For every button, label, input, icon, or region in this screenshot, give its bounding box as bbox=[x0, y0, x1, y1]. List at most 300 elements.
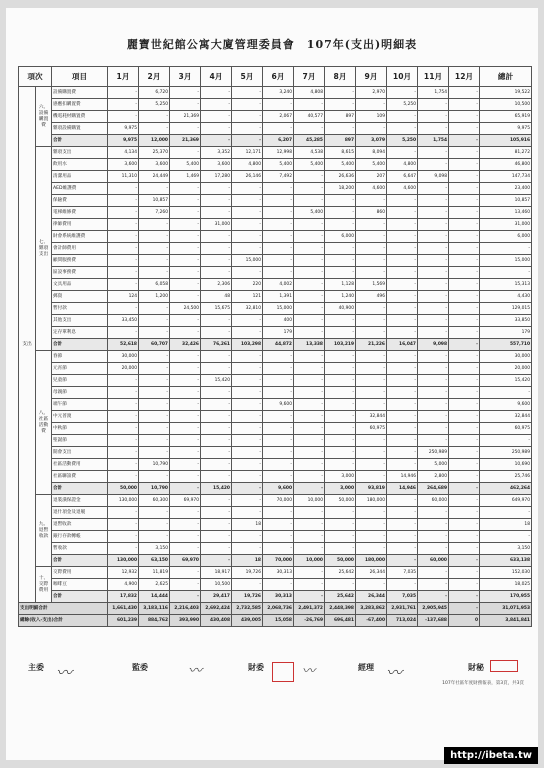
amount-cell: - bbox=[108, 423, 139, 435]
amount-cell: - bbox=[232, 363, 263, 375]
amount-cell: - bbox=[139, 387, 170, 399]
amount-cell: - bbox=[449, 231, 480, 243]
amount-cell: - bbox=[232, 543, 263, 555]
amount-cell: - bbox=[170, 399, 201, 411]
subtotal-cell: 60,707 bbox=[139, 339, 170, 351]
subtotal-cell: 13,338 bbox=[294, 339, 325, 351]
amount-cell: 19,522 bbox=[480, 87, 532, 99]
amount-cell: 7,492 bbox=[263, 171, 294, 183]
amount-cell: - bbox=[201, 267, 232, 279]
table-row bbox=[19, 447, 532, 459]
amount-cell: - bbox=[325, 219, 356, 231]
amount-cell: 147,734 bbox=[480, 171, 532, 183]
subtotal-cell: 557,710 bbox=[480, 339, 532, 351]
grand-total-cell: 2,732,585 bbox=[232, 603, 263, 615]
amount-cell: - bbox=[294, 363, 325, 375]
amount-cell: - bbox=[294, 327, 325, 339]
amount-cell: - bbox=[480, 387, 532, 399]
amount-cell: - bbox=[325, 423, 356, 435]
amount-cell: - bbox=[449, 399, 480, 411]
table-row bbox=[19, 579, 532, 591]
amount-cell: - bbox=[170, 327, 201, 339]
balance-cell: 696,481 bbox=[325, 615, 356, 627]
signature-footer bbox=[20, 662, 530, 712]
amount-cell: 9,098 bbox=[418, 171, 449, 183]
amount-cell: - bbox=[170, 147, 201, 159]
amount-cell: - bbox=[139, 351, 170, 363]
amount-cell: - bbox=[356, 231, 387, 243]
amount-cell: 6,720 bbox=[139, 87, 170, 99]
amount-cell: - bbox=[201, 531, 232, 543]
amount-cell: - bbox=[387, 111, 418, 123]
row-name: 暫收款 bbox=[52, 543, 108, 555]
amount-cell: - bbox=[294, 291, 325, 303]
row-name: 聖誕節 bbox=[52, 435, 108, 447]
row-name: 其他支出 bbox=[52, 315, 108, 327]
amount-cell: - bbox=[201, 423, 232, 435]
amount-cell: - bbox=[232, 327, 263, 339]
amount-cell: 8,615 bbox=[325, 147, 356, 159]
amount-cell: - bbox=[294, 567, 325, 579]
amount-cell: - bbox=[139, 435, 170, 447]
table-row bbox=[19, 411, 532, 423]
row-name: 顧問服務費 bbox=[52, 255, 108, 267]
subtotal-cell: - bbox=[232, 483, 263, 495]
amount-cell: 25,746 bbox=[480, 471, 532, 483]
amount-cell: - bbox=[263, 195, 294, 207]
amount-cell: - bbox=[170, 123, 201, 135]
row-name: 雜項設備購置 bbox=[52, 123, 108, 135]
amount-cell: 1,391 bbox=[263, 291, 294, 303]
amount-cell: - bbox=[139, 267, 170, 279]
expense-table bbox=[18, 66, 532, 627]
amount-cell: 5,000 bbox=[418, 459, 449, 471]
amount-cell: - bbox=[449, 255, 480, 267]
header-month: 4月 bbox=[201, 67, 232, 87]
amount-cell: - bbox=[232, 231, 263, 243]
amount-cell: - bbox=[263, 375, 294, 387]
amount-cell: 50,000 bbox=[325, 495, 356, 507]
table-row bbox=[19, 531, 532, 543]
amount-cell: - bbox=[170, 543, 201, 555]
header-total: 總計 bbox=[480, 67, 532, 87]
amount-cell: - bbox=[201, 207, 232, 219]
amount-cell: - bbox=[170, 567, 201, 579]
amount-cell: - bbox=[108, 435, 139, 447]
amount-cell: - bbox=[263, 123, 294, 135]
amount-cell: - bbox=[108, 279, 139, 291]
subtotal-row bbox=[19, 555, 532, 567]
header-month: 8月 bbox=[325, 67, 356, 87]
amount-cell: 649,970 bbox=[480, 495, 532, 507]
amount-cell: - bbox=[139, 471, 170, 483]
section-label: 支出 bbox=[19, 87, 36, 603]
amount-cell: 9,975 bbox=[108, 123, 139, 135]
amount-cell: 2,625 bbox=[139, 579, 170, 591]
amount-cell: - bbox=[325, 531, 356, 543]
grand-total-cell: 2,905,945 bbox=[418, 603, 449, 615]
amount-cell: - bbox=[356, 195, 387, 207]
amount-cell: 40,900 bbox=[325, 303, 356, 315]
subtotal-label: 合計 bbox=[52, 135, 108, 147]
amount-cell: - bbox=[108, 519, 139, 531]
subtotal-cell: 3,079 bbox=[356, 135, 387, 147]
amount-cell: 10,500 bbox=[201, 579, 232, 591]
subtotal-cell: 50,000 bbox=[108, 483, 139, 495]
subtotal-cell: 21,369 bbox=[170, 135, 201, 147]
subtotal-cell: - bbox=[418, 591, 449, 603]
amount-cell: - bbox=[356, 123, 387, 135]
subtotal-cell: 26,344 bbox=[356, 591, 387, 603]
finance-label: 財委 bbox=[248, 663, 264, 672]
amount-cell: 4,430 bbox=[480, 291, 532, 303]
amount-cell: - bbox=[108, 87, 139, 99]
grand-total-row bbox=[19, 603, 532, 615]
amount-cell: 19,726 bbox=[232, 567, 263, 579]
subtotal-cell: 130,000 bbox=[108, 555, 139, 567]
chair-label: 主委 bbox=[28, 663, 44, 672]
table-row bbox=[19, 255, 532, 267]
amount-cell: - bbox=[170, 447, 201, 459]
amount-cell: - bbox=[263, 435, 294, 447]
amount-cell: - bbox=[418, 423, 449, 435]
amount-cell: - bbox=[201, 363, 232, 375]
amount-cell: - bbox=[232, 87, 263, 99]
subtotal-cell: - bbox=[201, 135, 232, 147]
manager-signature: 〰 bbox=[386, 663, 403, 682]
amount-cell: 60,300 bbox=[139, 495, 170, 507]
amount-cell: 26,344 bbox=[356, 567, 387, 579]
subtotal-cell: 180,000 bbox=[356, 555, 387, 567]
amount-cell: - bbox=[387, 363, 418, 375]
amount-cell: - bbox=[108, 387, 139, 399]
grand-total-cell: 3,283,862 bbox=[356, 603, 387, 615]
amount-cell: 26,146 bbox=[232, 171, 263, 183]
group-label: 九、退暫收款 bbox=[36, 495, 52, 567]
table-row bbox=[19, 507, 532, 519]
amount-cell: - bbox=[480, 507, 532, 519]
header-month: 7月 bbox=[294, 67, 325, 87]
amount-cell: - bbox=[387, 327, 418, 339]
amount-cell: - bbox=[387, 123, 418, 135]
amount-cell: 48 bbox=[201, 291, 232, 303]
subtotal-cell: 69,970 bbox=[170, 555, 201, 567]
subtotal-cell: 264,689 bbox=[418, 483, 449, 495]
amount-cell: - bbox=[232, 471, 263, 483]
subtotal-cell: - bbox=[449, 339, 480, 351]
subtotal-row bbox=[19, 483, 532, 495]
amount-cell: - bbox=[232, 459, 263, 471]
amount-cell: 21,369 bbox=[170, 111, 201, 123]
row-name: 母親節 bbox=[52, 387, 108, 399]
row-name: 開會支出 bbox=[52, 447, 108, 459]
amount-cell: - bbox=[201, 519, 232, 531]
amount-cell: 1,469 bbox=[170, 171, 201, 183]
amount-cell: - bbox=[263, 219, 294, 231]
amount-cell: - bbox=[139, 315, 170, 327]
amount-cell: - bbox=[263, 255, 294, 267]
subtotal-cell: 32,426 bbox=[170, 339, 201, 351]
subtotal-cell: 93,819 bbox=[356, 483, 387, 495]
amount-cell: - bbox=[325, 579, 356, 591]
table-row bbox=[19, 99, 532, 111]
subtotal-row bbox=[19, 591, 532, 603]
amount-cell: - bbox=[201, 399, 232, 411]
table-row bbox=[19, 207, 532, 219]
grand-total-cell: 3,183,116 bbox=[139, 603, 170, 615]
amount-cell: - bbox=[449, 243, 480, 255]
amount-cell: - bbox=[108, 375, 139, 387]
amount-cell: 10,857 bbox=[480, 195, 532, 207]
row-name: 文具用品 bbox=[52, 279, 108, 291]
amount-cell: - bbox=[232, 447, 263, 459]
amount-cell: - bbox=[170, 195, 201, 207]
amount-cell: - bbox=[139, 447, 170, 459]
balance-cell: 15,058 bbox=[263, 615, 294, 627]
amount-cell: - bbox=[108, 399, 139, 411]
amount-cell: - bbox=[263, 411, 294, 423]
balance-label: 總餘(收入-支出)合計 bbox=[19, 615, 108, 627]
amount-cell: - bbox=[232, 267, 263, 279]
amount-cell: 180,000 bbox=[356, 495, 387, 507]
row-name: 社區聯誼費 bbox=[52, 471, 108, 483]
amount-cell: - bbox=[418, 387, 449, 399]
amount-cell: 250,989 bbox=[480, 447, 532, 459]
amount-cell: - bbox=[387, 243, 418, 255]
amount-cell: 11,310 bbox=[108, 171, 139, 183]
amount-cell: - bbox=[387, 411, 418, 423]
amount-cell: - bbox=[108, 207, 139, 219]
amount-cell: - bbox=[108, 531, 139, 543]
amount-cell: 4,800 bbox=[387, 159, 418, 171]
amount-cell: - bbox=[449, 567, 480, 579]
amount-cell: - bbox=[387, 447, 418, 459]
secretary-seal-stamp bbox=[490, 660, 518, 672]
amount-cell: - bbox=[449, 171, 480, 183]
amount-cell: - bbox=[356, 219, 387, 231]
amount-cell: 13,460 bbox=[480, 207, 532, 219]
amount-cell: - bbox=[356, 447, 387, 459]
subtotal-cell: 30,313 bbox=[263, 591, 294, 603]
subtotal-cell: 462,264 bbox=[480, 483, 532, 495]
amount-cell: 26,636 bbox=[325, 171, 356, 183]
amount-cell: - bbox=[449, 495, 480, 507]
amount-cell: - bbox=[294, 387, 325, 399]
group-label: 七、雜項支出 bbox=[36, 147, 52, 351]
row-name: 春節 bbox=[52, 351, 108, 363]
grand-total-cell: 2,491,372 bbox=[294, 603, 325, 615]
table-row bbox=[19, 219, 532, 231]
amount-cell: - bbox=[356, 543, 387, 555]
amount-cell: 10,500 bbox=[480, 99, 532, 111]
amount-cell: - bbox=[170, 255, 201, 267]
subtotal-cell: 60,000 bbox=[418, 555, 449, 567]
row-name: 退暫收款 bbox=[52, 519, 108, 531]
amount-cell: 69,970 bbox=[170, 495, 201, 507]
group-label: 六、設備購置費 bbox=[36, 87, 52, 147]
amount-cell: 5,400 bbox=[263, 159, 294, 171]
amount-cell: - bbox=[418, 435, 449, 447]
amount-cell: - bbox=[139, 411, 170, 423]
subtotal-cell: 12,000 bbox=[139, 135, 170, 147]
amount-cell: - bbox=[449, 267, 480, 279]
amount-cell: 31,000 bbox=[480, 219, 532, 231]
table-row bbox=[19, 387, 532, 399]
amount-cell: - bbox=[449, 279, 480, 291]
amount-cell: - bbox=[232, 375, 263, 387]
header-month: 6月 bbox=[263, 67, 294, 87]
row-name: 電梯維修費 bbox=[52, 207, 108, 219]
header-month: 11月 bbox=[418, 67, 449, 87]
subtotal-cell: 9,098 bbox=[418, 339, 449, 351]
amount-cell: 5,400 bbox=[325, 159, 356, 171]
amount-cell: 3,352 bbox=[201, 147, 232, 159]
amount-cell: - bbox=[387, 531, 418, 543]
amount-cell: - bbox=[263, 99, 294, 111]
amount-cell: - bbox=[387, 495, 418, 507]
amount-cell: - bbox=[387, 423, 418, 435]
amount-cell: - bbox=[108, 99, 139, 111]
amount-cell: - bbox=[263, 363, 294, 375]
table-row bbox=[19, 423, 532, 435]
amount-cell: - bbox=[387, 303, 418, 315]
amount-cell: - bbox=[263, 423, 294, 435]
amount-cell: 5,250 bbox=[387, 99, 418, 111]
amount-cell: - bbox=[387, 375, 418, 387]
amount-cell: - bbox=[418, 411, 449, 423]
table-row bbox=[19, 519, 532, 531]
amount-cell: - bbox=[418, 351, 449, 363]
amount-cell: 32,844 bbox=[480, 411, 532, 423]
subtotal-cell: 6,207 bbox=[263, 135, 294, 147]
balance-cell: 430,408 bbox=[201, 615, 232, 627]
grand-total-cell: 2,692,424 bbox=[201, 603, 232, 615]
balance-cell: 439,005 bbox=[232, 615, 263, 627]
row-name: 機電耗材購置費 bbox=[52, 111, 108, 123]
amount-cell: - bbox=[325, 507, 356, 519]
amount-cell: - bbox=[449, 111, 480, 123]
amount-cell: 24,449 bbox=[139, 171, 170, 183]
amount-cell: - bbox=[356, 459, 387, 471]
row-name: 雜項支出 bbox=[52, 147, 108, 159]
row-name: AED維護費 bbox=[52, 183, 108, 195]
amount-cell: 179 bbox=[263, 327, 294, 339]
amount-cell: - bbox=[449, 459, 480, 471]
amount-cell: - bbox=[449, 303, 480, 315]
amount-cell: - bbox=[356, 531, 387, 543]
subtotal-cell: 19,726 bbox=[232, 591, 263, 603]
amount-cell: - bbox=[294, 411, 325, 423]
amount-cell: - bbox=[263, 519, 294, 531]
amount-cell: - bbox=[232, 579, 263, 591]
amount-cell: - bbox=[108, 183, 139, 195]
amount-cell: 81,272 bbox=[480, 147, 532, 159]
amount-cell: - bbox=[294, 351, 325, 363]
amount-cell: - bbox=[325, 351, 356, 363]
amount-cell: - bbox=[387, 231, 418, 243]
amount-cell: - bbox=[232, 207, 263, 219]
amount-cell: 130,000 bbox=[108, 495, 139, 507]
amount-cell: - bbox=[418, 579, 449, 591]
amount-cell: - bbox=[387, 459, 418, 471]
amount-cell: 17,280 bbox=[201, 171, 232, 183]
amount-cell: - bbox=[232, 123, 263, 135]
row-name: 財會系統維護費 bbox=[52, 231, 108, 243]
amount-cell: - bbox=[418, 99, 449, 111]
amount-cell: 400 bbox=[263, 315, 294, 327]
amount-cell: 12,998 bbox=[263, 147, 294, 159]
amount-cell: - bbox=[418, 363, 449, 375]
table-row bbox=[19, 495, 532, 507]
amount-cell: 7,260 bbox=[139, 207, 170, 219]
amount-cell: - bbox=[356, 327, 387, 339]
amount-cell: - bbox=[387, 279, 418, 291]
amount-cell: - bbox=[480, 243, 532, 255]
table-row bbox=[19, 147, 532, 159]
amount-cell: - bbox=[170, 351, 201, 363]
amount-cell: - bbox=[387, 219, 418, 231]
subtotal-cell: - bbox=[201, 555, 232, 567]
balance-cell: -67,400 bbox=[356, 615, 387, 627]
amount-cell: 9,600 bbox=[263, 399, 294, 411]
amount-cell: - bbox=[263, 543, 294, 555]
amount-cell: - bbox=[139, 219, 170, 231]
amount-cell: - bbox=[263, 267, 294, 279]
balance-cell: -137,688 bbox=[418, 615, 449, 627]
amount-cell: 4,134 bbox=[108, 147, 139, 159]
row-name: 會計師費用 bbox=[52, 243, 108, 255]
amount-cell: - bbox=[108, 447, 139, 459]
balance-cell: 393,990 bbox=[170, 615, 201, 627]
amount-cell: - bbox=[294, 279, 325, 291]
amount-cell: - bbox=[294, 375, 325, 387]
amount-cell: 18,917 bbox=[201, 567, 232, 579]
table-row bbox=[19, 543, 532, 555]
amount-cell: - bbox=[449, 363, 480, 375]
row-name: 保險費 bbox=[52, 195, 108, 207]
subtotal-cell: 9,975 bbox=[108, 135, 139, 147]
amount-cell: - bbox=[418, 543, 449, 555]
amount-cell: - bbox=[108, 195, 139, 207]
amount-cell: 60,975 bbox=[480, 423, 532, 435]
amount-cell: - bbox=[201, 495, 232, 507]
amount-cell: - bbox=[170, 423, 201, 435]
row-name: 設備購置費 bbox=[52, 87, 108, 99]
amount-cell: - bbox=[294, 459, 325, 471]
amount-cell: 18,200 bbox=[325, 183, 356, 195]
amount-cell: - bbox=[449, 219, 480, 231]
amount-cell: - bbox=[170, 471, 201, 483]
amount-cell: - bbox=[139, 423, 170, 435]
amount-cell: - bbox=[449, 423, 480, 435]
amount-cell: - bbox=[201, 183, 232, 195]
balance-cell: -26,769 bbox=[294, 615, 325, 627]
amount-cell: - bbox=[325, 519, 356, 531]
amount-cell: 70,000 bbox=[263, 495, 294, 507]
amount-cell: - bbox=[356, 303, 387, 315]
report-title: 麗寶世紀館公寓大廈管理委員會 107年(支出)明細表 bbox=[126, 38, 418, 51]
amount-cell: 220 bbox=[232, 279, 263, 291]
subtotal-cell: - bbox=[294, 483, 325, 495]
amount-cell: - bbox=[232, 111, 263, 123]
subtotal-cell: 44,872 bbox=[263, 339, 294, 351]
amount-cell: - bbox=[139, 375, 170, 387]
amount-cell: 18 bbox=[232, 519, 263, 531]
amount-cell: 11,819 bbox=[139, 567, 170, 579]
amount-cell: - bbox=[263, 471, 294, 483]
amount-cell: - bbox=[418, 195, 449, 207]
subtotal-cell: - bbox=[170, 483, 201, 495]
